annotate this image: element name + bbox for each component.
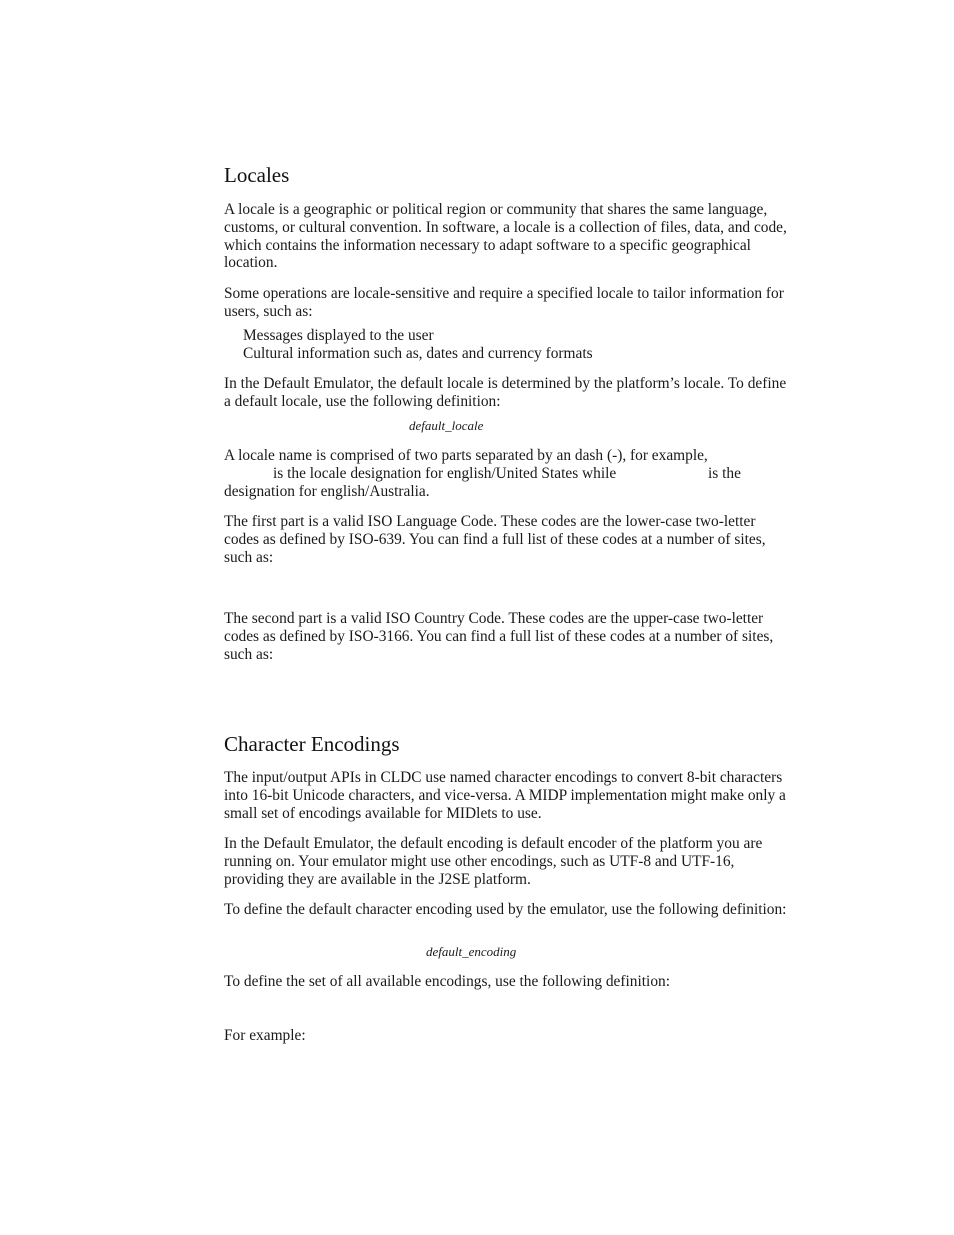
encodings-paragraph-5: For example: [224, 1027, 306, 1044]
locales-paragraph-6: The second part is a valid ISO Country Code. These codes are the upper-case two-letter codes as defined by ISO-3166. You can find a full list of these codes at a number of sites, such as: [224, 610, 774, 663]
locales-paragraph-4-line-1: A locale name is comprised of two parts separated by an dash (-), for example, [224, 447, 708, 464]
encodings-paragraph-3: To define the default character encoding used by the emulator, use the following definition: [224, 901, 787, 918]
encodings-paragraph-2: In the Default Emulator, the default encoding is default encoder of the platform you are running on. Your emulator might use other encodings, such as UTF-8 and UTF-16, providing they are available in the J2SE platform. [224, 835, 763, 888]
default-locale-placeholder: default_locale [409, 418, 484, 433]
locales-bullet-1: Messages displayed to the user [243, 327, 434, 344]
locales-paragraph-4-line-2a: is the locale designation for english/United States while [273, 465, 617, 482]
locales-paragraph-4-line-2b: is the [708, 465, 741, 482]
encodings-paragraph-4: To define the set of all available encodings, use the following definition: [224, 973, 670, 990]
locales-bullet-2: Cultural information such as, dates and currency formats [243, 345, 593, 362]
locales-heading: Locales [224, 163, 290, 187]
encodings-paragraph-1: The input/output APIs in CLDC use named character encodings to convert 8-bit characters into 16-bit Unicode characters, and vice-versa. A MIDP implementation might make only a small set of encodings available for MIDlets to use. [224, 769, 786, 822]
locales-paragraph-5: The first part is a valid ISO Language Code. These codes are the lower-case two-letter codes as defined by ISO-639. You can find a full list of these codes at a number of sites, such as: [224, 513, 766, 566]
locales-paragraph-1: A locale is a geographic or political region or community that shares the same language, customs, or cultural convention. In software, a locale is a collection of files, data, and code, which contains the information necessary to adapt software to a specific geographical location. [224, 201, 787, 272]
encodings-heading: Character Encodings [224, 732, 400, 756]
locales-paragraph-4-line-3: designation for english/Australia. [224, 483, 430, 500]
locales-paragraph-3: In the Default Emulator, the default locale is determined by the platform’s locale. To define a default locale, use the following definition: [224, 375, 787, 410]
locales-paragraph-2: Some operations are locale-sensitive and require a specified locale to tailor information for users, such as: [224, 285, 784, 320]
default-encoding-placeholder: default_encoding [426, 944, 517, 959]
